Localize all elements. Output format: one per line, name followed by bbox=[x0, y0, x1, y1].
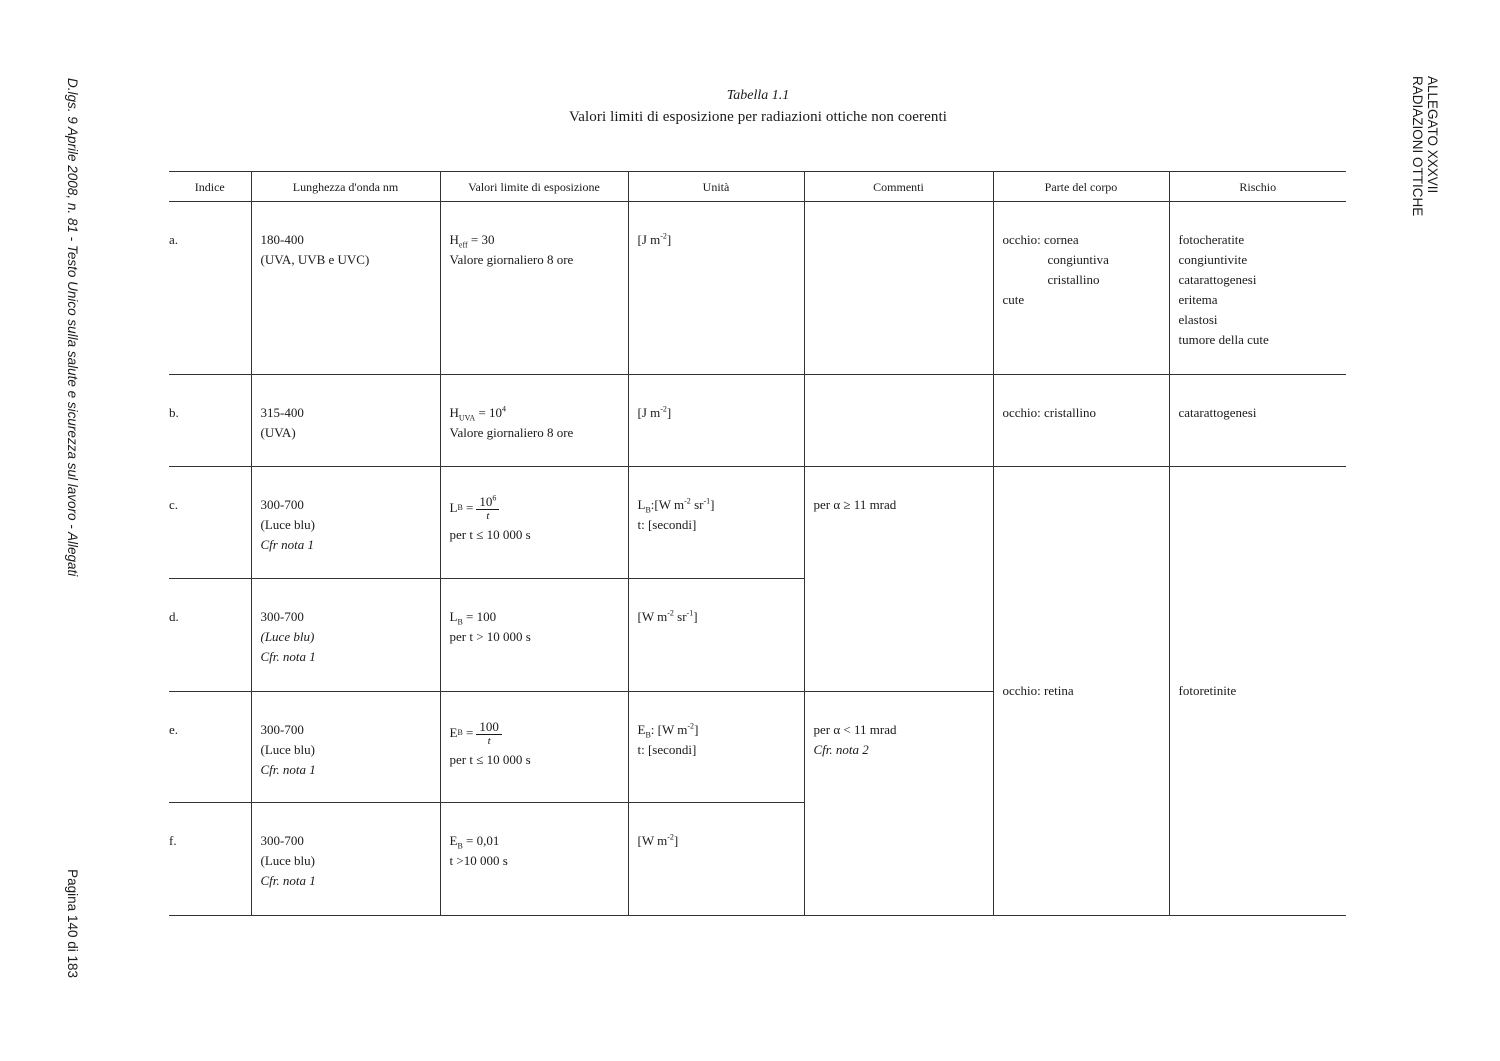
wavelength-cell: 300-700 (Luce blu) Cfr. nota 1 bbox=[251, 803, 440, 916]
row-index: c. bbox=[169, 467, 251, 579]
unit-cell: [J $m^{-2}$] bbox=[628, 202, 804, 375]
source-reference: D.lgs. 9 Aprile 2008, n. 81 - Testo Unico sulla salute e sicurezza sul lavoro - Allegati bbox=[65, 78, 80, 577]
table-label: Tabella 1.1 bbox=[726, 88, 790, 103]
risk-cell: fotoretinite bbox=[1169, 467, 1346, 916]
row-index: a. bbox=[169, 202, 251, 375]
limit-cell: $H_{UVA} = 10^4$ Valore giornaliero 8 ore bbox=[440, 375, 628, 467]
header-unita: Unità bbox=[628, 172, 804, 202]
header-commenti: Commenti bbox=[804, 172, 993, 202]
table-row bbox=[169, 467, 1346, 579]
body-part-cell: occhio: cristallino bbox=[993, 375, 1169, 467]
unit-cell: $E_B$: [W $m^{-2}$] t: [secondi] bbox=[628, 692, 804, 803]
table-header-row bbox=[169, 172, 1346, 202]
header-valori: Valori limite di esposizione bbox=[440, 172, 628, 202]
comment-cell bbox=[804, 375, 993, 467]
limit-cell: $L_B = 100$ per t > 10 000 s bbox=[440, 579, 628, 692]
table-row bbox=[169, 202, 1346, 375]
header-rischio: Rischio bbox=[1169, 172, 1346, 202]
limit-cell: E B = $\frac{100}{t}$ per t ≤ 10 000 s bbox=[440, 692, 628, 803]
wavelength-cell: 180-400 (UVA, UVB e UVC) bbox=[251, 202, 440, 375]
unit-cell: [J $m^{-2}$] bbox=[628, 375, 804, 467]
annex-number: ALLEGATO XXXVII bbox=[1425, 76, 1440, 194]
limit-cell: $E_B = 0,01$ t >10 000 s bbox=[440, 803, 628, 916]
header-parte: Parte del corpo bbox=[993, 172, 1169, 202]
fraction: $\frac{100}{t}$ bbox=[476, 720, 502, 747]
limit-cell: $H_{eff} = 30$ Valore giornaliero 8 ore bbox=[440, 202, 628, 375]
comment-cell bbox=[804, 202, 993, 375]
risk-cell: catarattogenesi bbox=[1169, 375, 1346, 467]
row-index: e. bbox=[169, 692, 251, 803]
body-part-cell: occhio: retina bbox=[993, 467, 1169, 916]
limit-cell: L B = $\frac{10^6}{t}$ per t ≤ 10 000 s bbox=[440, 467, 628, 579]
unit-cell: $L_B:[W$ $m^{-2}$ $sr^{-1}$] t: [secondi] bbox=[628, 467, 804, 579]
unit-cell: [W $m^{-2}$] bbox=[628, 803, 804, 916]
row-index: f. bbox=[169, 803, 251, 916]
unit-cell: [W $m^{-2}$ $sr^{-1}$] bbox=[628, 579, 804, 692]
row-index: d. bbox=[169, 579, 251, 692]
risk-cell: fotocheratite congiuntivite catarattogenesi eritema elastosi tumore della cute bbox=[1169, 202, 1346, 375]
fraction: $\frac{10^6}{t}$ bbox=[476, 495, 499, 522]
table-title: Valori limiti di esposizione per radiazioni ottiche non coerenti bbox=[569, 109, 947, 125]
body-part-cell: occhio: cornea congiuntiva cristallino cute bbox=[993, 202, 1169, 375]
page-number: Pagina 140 di 183 bbox=[65, 869, 80, 978]
header-lunghezza: Lunghezza d'onda nm bbox=[251, 172, 440, 202]
wavelength-cell: 300-700 (Luce blu) Cfr. nota 1 bbox=[251, 579, 440, 692]
side-running-footer bbox=[65, 78, 80, 978]
wavelength-cell: 300-700 (Luce blu) Cfr. nota 1 bbox=[251, 692, 440, 803]
exposure-limits-table bbox=[169, 171, 1346, 916]
table-row bbox=[169, 375, 1346, 467]
header-indice: Indice bbox=[169, 172, 251, 202]
comment-cell: per α < 11 mrad Cfr. nota 2 bbox=[804, 692, 993, 916]
row-index: b. bbox=[169, 375, 251, 467]
annex-title: RADIAZIONI OTTICHE bbox=[1410, 76, 1425, 217]
comment-cell: per α ≥ 11 mrad bbox=[804, 467, 993, 692]
wavelength-cell: 315-400 (UVA) bbox=[251, 375, 440, 467]
wavelength-cell: 300-700 (Luce blu) Cfr nota 1 bbox=[251, 467, 440, 579]
